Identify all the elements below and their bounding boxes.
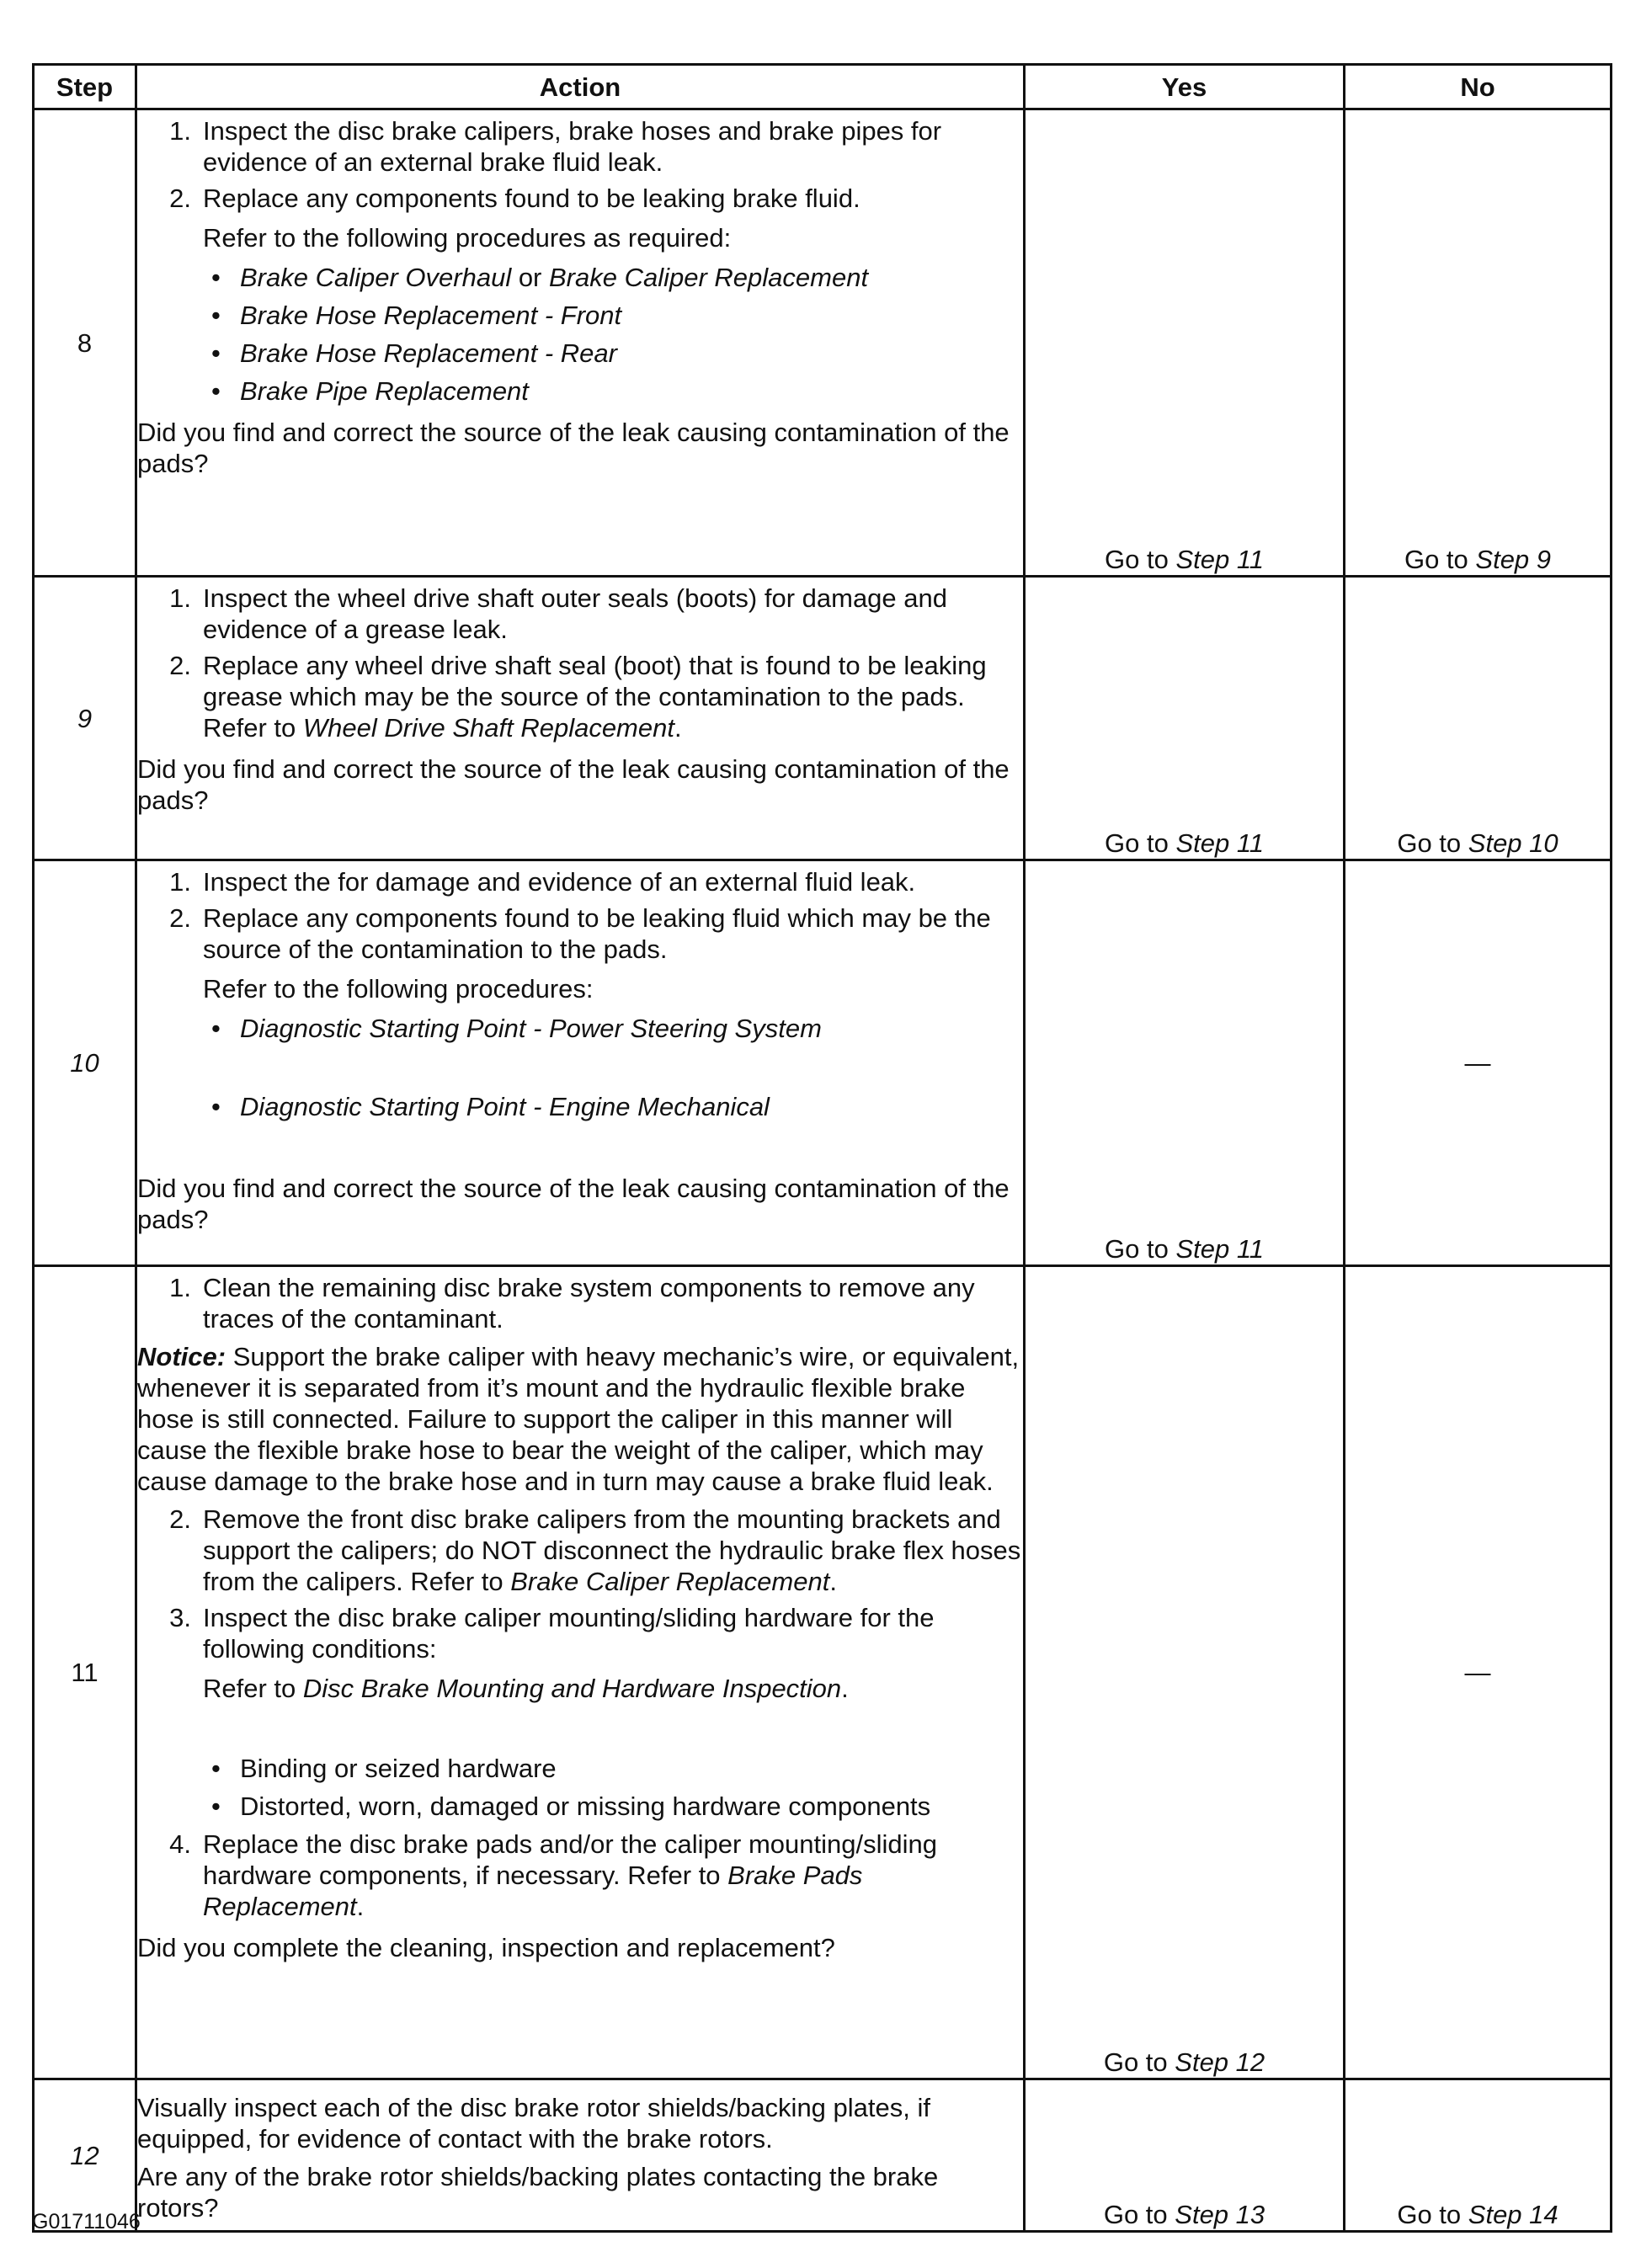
condition-item: • Binding or seized hardware (211, 1754, 557, 1783)
condition-item: • Distorted, worn, damaged or missing hardware components (211, 1792, 931, 1821)
procedure-reference: • Diagnostic Starting Point - Power Steering System (211, 1014, 822, 1043)
action-cell (136, 577, 1025, 860)
step-number: 12 (34, 2079, 136, 2232)
action-item: 3. Inspect the disc brake caliper mounting/sliding hardware for the following conditions: (169, 1603, 935, 1664)
header-no: No (1345, 65, 1612, 109)
decision-question: Are any of the brake rotor shields/backing plates contacting the brake rotors? (137, 2162, 939, 2223)
action-cell (136, 1266, 1025, 2079)
refer-text: Refer to the following procedures: (203, 974, 594, 1004)
diagnostic-table-container (32, 63, 1610, 2233)
decision-question: Did you find and correct the source of the leak causing contamination of the pads? (137, 754, 1010, 815)
notice-label: Notice: (137, 1342, 226, 1371)
no-result: — (1345, 860, 1612, 1266)
no-result: Go to Step 10 (1345, 577, 1612, 860)
decision-question: Did you find and correct the source of the leak causing contamination of the pads? (137, 418, 1010, 478)
notice-text: Notice: Support the brake caliper with heavy mechanic’s wire, or equivalent, whenever it is separated from it’s mount and the hydraulic flexible brake hose is still connected. Failure to support the caliper in this manner will cause the flexible brake hose to bear the weight of the caliper, which may cause damage to the brake hose and in turn may cause a brake fluid leak. (137, 1342, 1020, 1496)
refer-text: Refer to Disc Brake Mounting and Hardware Inspection. (203, 1674, 849, 1703)
step-number: 8 (34, 109, 136, 577)
no-result: Go to Step 14 (1345, 2079, 1612, 2232)
refer-text: Refer to the following procedures as required: (203, 223, 732, 253)
action-item: 2. Replace any components found to be leaking fluid which may be the source of the contamination to the pads. (169, 903, 991, 964)
procedure-reference: • Brake Caliper Overhaul or Brake Caliper Replacement (211, 263, 869, 292)
procedure-reference: • Brake Hose Replacement - Front (211, 301, 622, 330)
table-row-step-8 (34, 109, 1612, 577)
yes-result: Go to Step 11 (1025, 577, 1345, 860)
header-yes: Yes (1025, 65, 1345, 109)
step-number: 9 (34, 577, 136, 860)
yes-result: Go to Step 12 (1025, 1266, 1345, 2079)
action-item: 1. Clean the remaining disc brake system components to remove any traces of the contaminant. (169, 1273, 975, 1334)
action-cell (136, 2079, 1025, 2232)
figure-code: G01711046 (32, 2210, 141, 2233)
header-action: Action (136, 65, 1025, 109)
decision-question: Did you find and correct the source of the leak causing contamination of the pads? (137, 1174, 1010, 1234)
action-cell (136, 860, 1025, 1266)
action-item: 1. Inspect the wheel drive shaft outer seals (boots) for damage and evidence of a grease leak. (169, 583, 947, 644)
no-result: — (1345, 1266, 1612, 2079)
procedure-reference: • Brake Hose Replacement - Rear (211, 338, 617, 368)
action-cell (136, 109, 1025, 577)
action-item: 2. Remove the front disc brake calipers from the mounting brackets and support the calipers; do NOT disconnect the hydraulic brake flex hoses from the calipers. Refer to Brake Caliper Replacement. (169, 1504, 1021, 1596)
table-row-step-11 (34, 1266, 1612, 2079)
table-row-step-12 (34, 2079, 1612, 2232)
no-result: Go to Step 9 (1345, 109, 1612, 577)
procedure-reference: • Brake Pipe Replacement (211, 376, 529, 406)
action-item: 1. Inspect the disc brake calipers, brake hoses and brake pipes for evidence of an external brake fluid leak. (169, 116, 942, 177)
decision-question: Did you complete the cleaning, inspection and replacement? (137, 1933, 835, 1962)
action-item: 1. Inspect the for damage and evidence of an external fluid leak. (169, 867, 916, 897)
table-header-row (34, 65, 1612, 109)
header-step: Step (34, 65, 136, 109)
diagnostic-table (32, 63, 1612, 2233)
procedure-reference: • Diagnostic Starting Point - Engine Mechanical (211, 1092, 770, 1121)
action-item: 4. Replace the disc brake pads and/or the caliper mounting/sliding hardware components, if necessary. Refer to Brake Pads Replacement. (169, 1829, 937, 1921)
action-item: 2. Replace any components found to be leaking brake fluid. (169, 184, 860, 213)
yes-result: Go to Step 13 (1025, 2079, 1345, 2232)
table-row-step-9 (34, 577, 1612, 860)
step-number: 10 (34, 860, 136, 1266)
step-number: 11 (34, 1266, 136, 2079)
yes-result: Go to Step 11 (1025, 860, 1345, 1266)
action-item: 2. Replace any wheel drive shaft seal (boot) that is found to be leaking grease which may be the source of the contamination to the pads. Refer to Wheel Drive Shaft Replacement. (169, 651, 987, 743)
table-row-step-10 (34, 860, 1612, 1266)
action-text: Visually inspect each of the disc brake rotor shields/backing plates, if equipped, for evidence of contact with the brake rotors. (137, 2093, 930, 2154)
yes-result: Go to Step 11 (1025, 109, 1345, 577)
